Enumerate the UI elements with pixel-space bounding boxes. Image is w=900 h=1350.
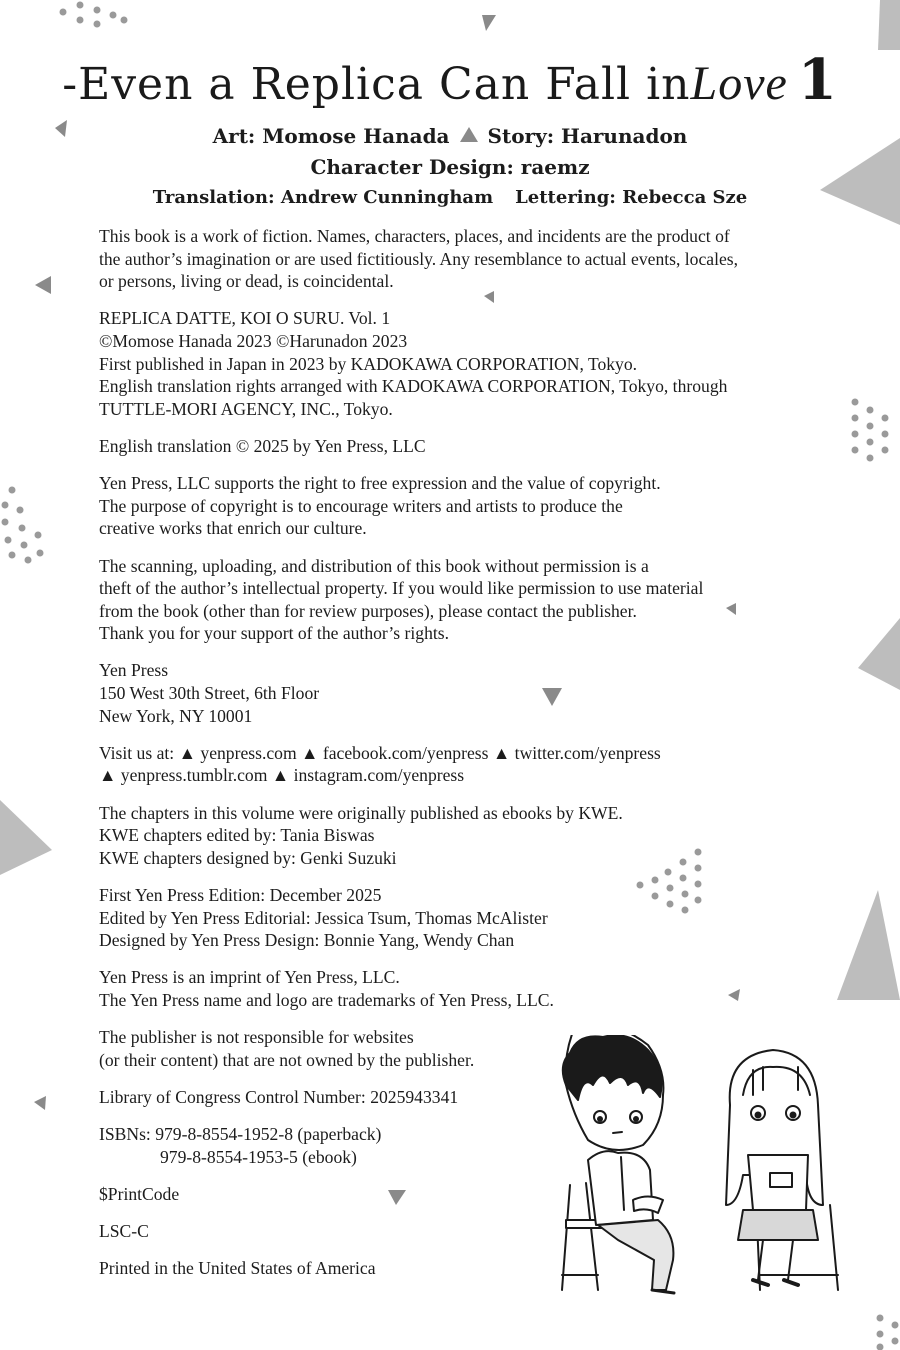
dots-left-middle xyxy=(2,487,44,564)
paragraph-edition xyxy=(99,884,819,952)
triangle-right-middle xyxy=(858,618,900,690)
text-line: creative works that enrich our culture. xyxy=(99,518,367,539)
triangle-top-right xyxy=(878,0,900,50)
text-line: KWE chapters designed by: Genki Suzuki xyxy=(99,847,397,868)
paragraph-kwe-chapters xyxy=(99,802,819,870)
text-line: Edited by Yen Press Editorial: Jessica Tsum, Thomas McAlister xyxy=(99,907,548,928)
text-line: First Yen Press Edition: December 2025 xyxy=(99,885,382,905)
text-line: (or their content) that are not owned by the publisher. xyxy=(99,1049,475,1070)
text-line: This book is a work of fiction. Names, characters, places, and incidents are the product of xyxy=(99,226,730,246)
triangle-right-lower xyxy=(837,890,900,1000)
text-line: ▲ yenpress.tumblr.com ▲ instagram.com/yenpress xyxy=(99,765,465,786)
paragraph-imprint xyxy=(99,966,819,1011)
text-line: Yen Press is an imprint of Yen Press, LLC. xyxy=(99,967,400,988)
text-line: New York, NY 10001 xyxy=(99,705,253,726)
small-triangle-3 xyxy=(35,276,51,294)
credit-lettering: Lettering: Rebecca Sze xyxy=(515,187,748,208)
credits-line-3 xyxy=(0,187,900,208)
text-line: Yen Press, LLC supports the right to free expression and the value of copyright. xyxy=(99,473,661,494)
text-line: The chapters in this volume were originally published as ebooks by KWE. xyxy=(99,802,623,823)
triangle-right-upper xyxy=(820,138,900,225)
paragraph-publisher-address xyxy=(99,659,819,727)
text-line: Thank you for your support of the author’s rights. xyxy=(99,623,450,644)
text-line: Library of Congress Control Number: 2025943341 xyxy=(99,1086,459,1107)
title-love: Love xyxy=(690,57,788,110)
text-line: Designed by Yen Press Design: Bonnie Yang, Wendy Chan xyxy=(99,930,515,951)
paragraph-original-publication xyxy=(99,307,819,420)
text-line: English translation rights arranged with KADOKAWA CORPORATION, Tokyo, through xyxy=(99,376,728,397)
text-line: TUTTLE-MORI AGENCY, INC., Tokyo. xyxy=(99,398,393,419)
printcode: $PrintCode xyxy=(99,1183,180,1204)
text-line: or persons, living or dead, is coincidental. xyxy=(99,271,394,292)
dots-right-upper xyxy=(852,399,889,462)
credit-translation: Translation: Andrew Cunningham xyxy=(152,187,494,208)
boy xyxy=(563,1035,674,1293)
paragraph-translation-copyright xyxy=(99,435,819,458)
text-line: The Yen Press name and logo are trademarks of Yen Press, LLC. xyxy=(99,989,554,1010)
girl xyxy=(726,1050,823,1285)
text-line: from the book (other than for review purposes), please contact the publisher. xyxy=(99,600,637,621)
dots-top-left xyxy=(60,2,128,28)
title-volume: 1 xyxy=(797,47,838,113)
title-text: -Even a Replica Can Fall in xyxy=(62,59,691,110)
dots-bottom-right xyxy=(877,1315,899,1350)
credits-line-1 xyxy=(0,124,900,148)
book-title xyxy=(0,47,900,113)
triangle-left-middle xyxy=(0,800,52,875)
isbn-paperback: ISBNs: 979-8-8554-1952-8 (paperback) xyxy=(99,1124,382,1145)
paragraph-piracy-notice xyxy=(99,555,819,645)
text-line: English translation © 2025 by Yen Press, LLC xyxy=(99,435,426,456)
text-line: The scanning, uploading, and distribution of this book without permission is a xyxy=(99,555,649,576)
isbn-ebook: 979-8-8554-1953-5 (ebook) xyxy=(160,1146,357,1167)
paragraph-copyright-support xyxy=(99,472,819,540)
chibi-characters-illustration xyxy=(548,1035,848,1300)
text-line: theft of the author’s intellectual property. If you would like permission to use material xyxy=(99,578,704,599)
text-line: ©Momose Hanada 2023 ©Harunadon 2023 xyxy=(99,330,408,351)
paragraph-visit-us xyxy=(99,742,819,787)
text-line: Visit us at: ▲ yenpress.com ▲ facebook.com/yenpress ▲ twitter.com/yenpress xyxy=(99,742,661,763)
paragraph-fiction-disclaimer xyxy=(99,225,819,293)
triangle-separator-icon xyxy=(460,127,478,142)
text-line: Yen Press xyxy=(99,660,169,681)
credits-line-2 xyxy=(0,155,900,179)
text-line: REPLICA DATTE, KOI O SURU. Vol. 1 xyxy=(99,308,391,329)
text-line: The publisher is not responsible for websites xyxy=(99,1027,414,1048)
text-line: First published in Japan in 2023 by KADOKAWA CORPORATION, Tokyo. xyxy=(99,353,638,374)
text-line: KWE chapters edited by: Tania Biswas xyxy=(99,825,375,846)
credit-character-design: Character Design: raemz xyxy=(310,155,590,179)
text-line: 150 West 30th Street, 6th Floor xyxy=(99,683,320,704)
credit-story: Story: Harunadon xyxy=(487,124,688,148)
lsc-code: LSC-C xyxy=(99,1221,149,1242)
credit-art: Art: Momose Hanada xyxy=(212,124,450,148)
printed-in: Printed in the United States of America xyxy=(99,1258,376,1279)
text-line: the author’s imagination or are used fictitiously. Any resemblance to actual events, locales, xyxy=(99,248,739,269)
small-triangle-1 xyxy=(482,15,496,31)
text-line: The purpose of copyright is to encourage writers and artists to produce the xyxy=(99,495,623,516)
small-triangle-8 xyxy=(34,1096,46,1110)
